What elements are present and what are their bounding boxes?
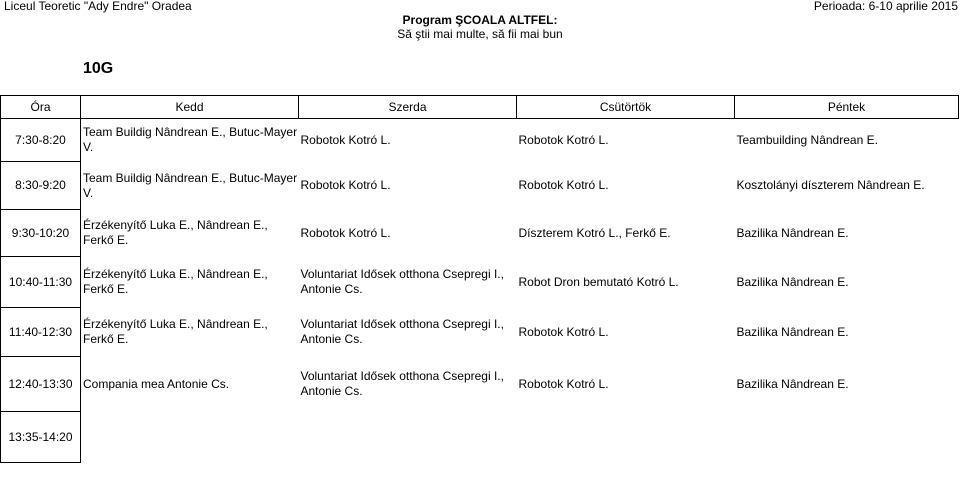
table-row — [1, 257, 959, 308]
time-cell: 9:30-10:20 — [1, 210, 81, 257]
kedd-cell: Érzékenyítő Luka E., Nândrean E., Ferkő E. — [83, 317, 268, 346]
szerda-cell: Voluntariat Idősek otthona Csepregi I., Antonie Cs. — [300, 369, 504, 398]
szerda-cell: Robotok Kotró L. — [300, 132, 391, 147]
pentek-cell: Bazilika Nândrean E. — [736, 274, 849, 289]
pentek-cell: Bazilika Nândrean E. — [736, 324, 849, 339]
column-header-kedd: Kedd — [81, 96, 299, 119]
csutortok-cell: Robotok Kotró L. — [518, 178, 609, 192]
school-name: Liceul Teoretic "Ady Endre" Oradea — [4, 0, 192, 13]
pentek-cell: Kosztolányi díszterem Nândrean E. — [736, 178, 925, 192]
table-row — [1, 412, 959, 463]
header-row — [1, 96, 959, 119]
time-cell: 7:30-8:20 — [1, 119, 81, 162]
column-header-csutortok: Csütörtök — [517, 96, 735, 119]
kedd-cell — [81, 412, 299, 463]
column-header-ora: Óra — [1, 96, 81, 119]
csutortok-cell: Robot Dron bemutató Kotró L. — [518, 274, 679, 289]
pentek-cell: Bazilika Nândrean E. — [736, 376, 849, 391]
table-row — [1, 308, 959, 357]
program-title: Program ŞCOALA ALTFEL: — [402, 13, 558, 27]
szerda-cell: Robotok Kotró L. — [300, 178, 391, 192]
pentek-cell: Teambuilding Nândrean E. — [736, 132, 878, 147]
csutortok-cell: Robotok Kotró L. — [518, 132, 609, 147]
pentek-cell — [735, 412, 959, 463]
szerda-cell: Voluntariat Idősek otthona Csepregi I., Antonie Cs. — [300, 317, 504, 346]
csutortok-cell: Robotok Kotró L. — [518, 376, 609, 391]
table-row — [1, 357, 959, 412]
time-cell: 11:40-12:30 — [1, 308, 81, 357]
kedd-cell: Team Buildig Nândrean E., Butuc-Mayer V. — [83, 170, 298, 200]
column-header-szerda: Szerda — [299, 96, 517, 119]
time-cell: 10:40-11:30 — [1, 257, 81, 308]
szerda-cell: Voluntariat Idősek otthona Csepregi I., Antonie Cs. — [300, 267, 504, 296]
csutortok-cell — [517, 412, 735, 463]
time-cell: 8:30-9:20 — [1, 162, 81, 210]
csutortok-cell: Robotok Kotró L. — [518, 324, 609, 339]
kedd-cell: Compania mea Antonie Cs. — [83, 376, 230, 391]
table-row — [1, 162, 959, 210]
time-cell: 12:40-13:30 — [1, 357, 81, 412]
program-subtitle: Să ştii mai multe, să fii mai bun — [397, 27, 563, 41]
period-label: Perioada: 6-10 aprilie 2015 — [813, 0, 958, 13]
table-row — [1, 210, 959, 257]
time-cell: 13:35-14:20 — [1, 412, 81, 463]
pentek-cell: Bazilika Nândrean E. — [736, 225, 849, 240]
kedd-cell: Érzékenyítő Luka E., Nândrean E., Ferkő E. — [83, 218, 268, 247]
csutortok-cell: Díszterem Kotró L., Ferkő E. — [518, 225, 671, 240]
kedd-cell: Érzékenyítő Luka E., Nândrean E., Ferkő E. — [83, 267, 268, 296]
program-heading — [380, 13, 580, 41]
kedd-cell: Team Buildig Nândrean E., Butuc-Mayer V. — [83, 125, 298, 155]
szerda-cell — [299, 412, 517, 463]
class-name: 10G — [83, 60, 114, 77]
schedule-table — [0, 95, 959, 463]
szerda-cell: Robotok Kotró L. — [300, 225, 391, 240]
column-header-pentek: Péntek — [735, 96, 959, 119]
table-row — [1, 119, 959, 162]
